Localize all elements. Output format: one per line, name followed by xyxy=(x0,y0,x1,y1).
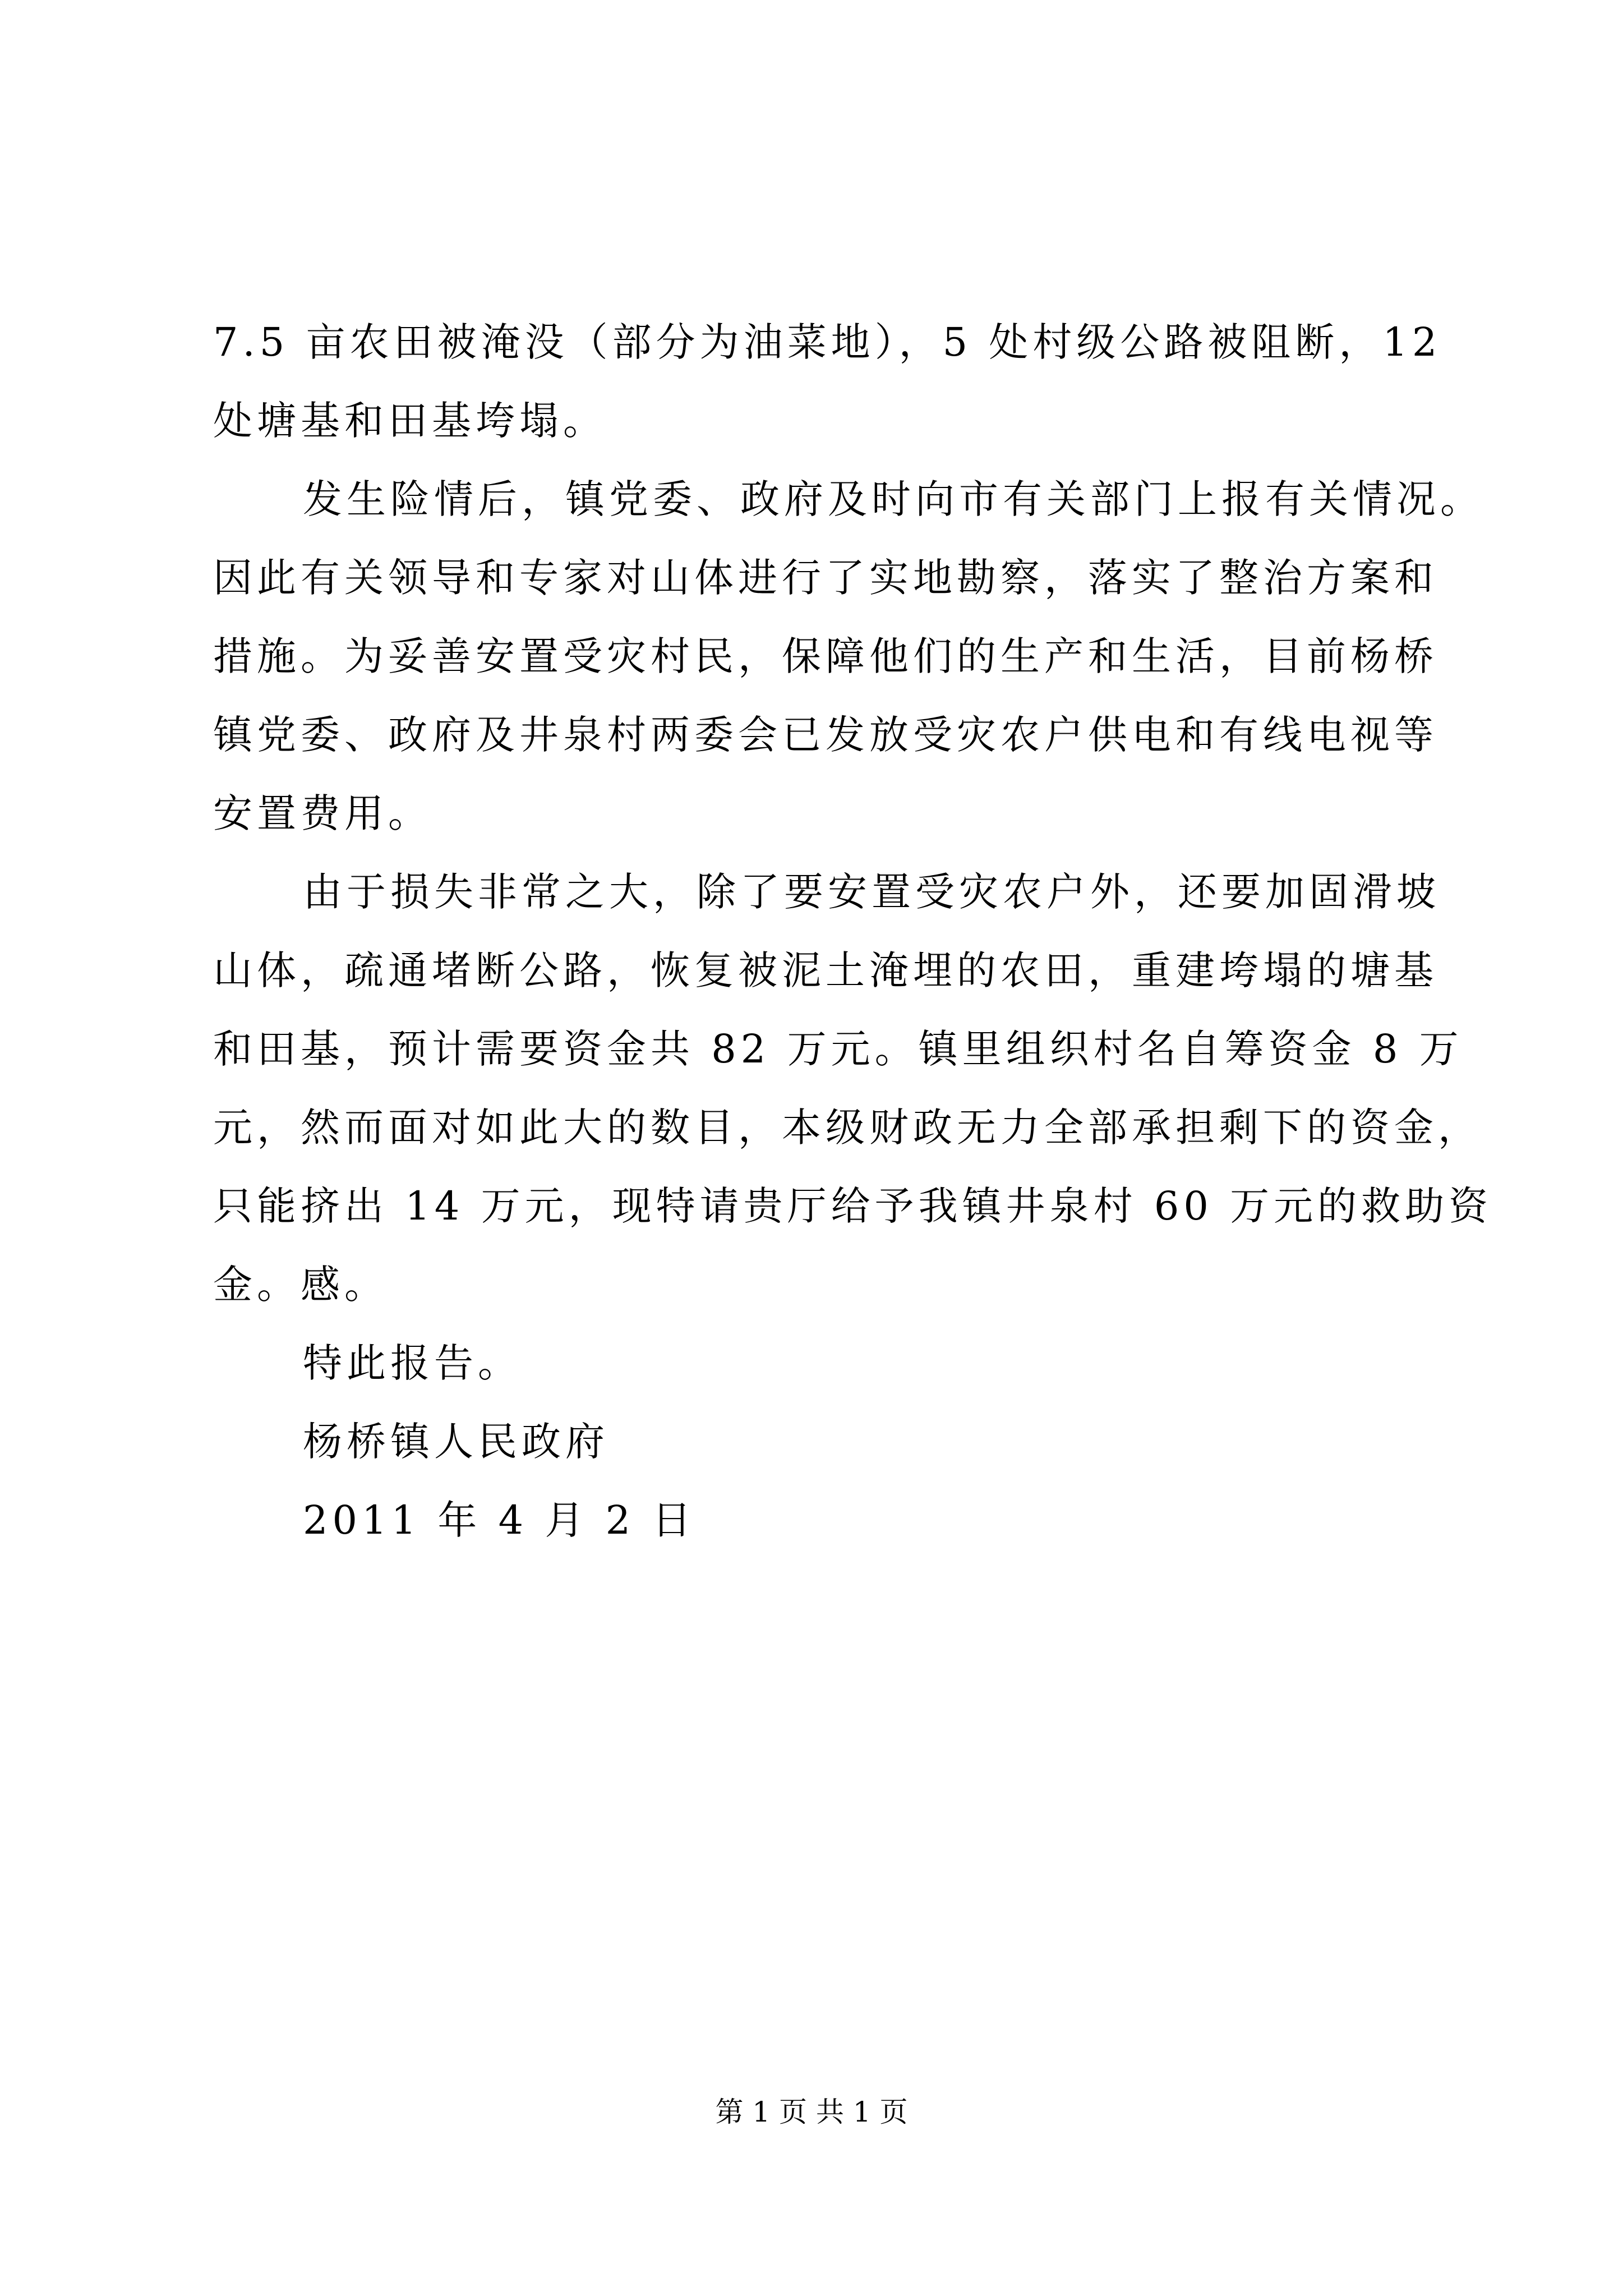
document-body xyxy=(213,303,1493,1559)
signature-date: 2011 年 4 月 2 日 xyxy=(303,1497,696,1543)
text-line: 金。感。 xyxy=(213,1262,388,1308)
text-line: 处塘基和田基垮塌。 xyxy=(213,398,607,444)
signature-organization: 杨桥镇人民政府 xyxy=(303,1419,609,1465)
text-line: 镇党委、政府及井泉村两委会已发放受灾农户供电和有线电视等 xyxy=(213,712,1438,758)
text-line: 安置费用。 xyxy=(213,790,432,836)
page-number-footer: 第 1 页 共 1 页 xyxy=(715,2096,908,2128)
text-line: 7.5 亩农田被淹没（部分为油菜地），5 处村级公路被阻断，12 xyxy=(213,319,1442,365)
paragraph-first-line: 发生险情后，镇党委、政府及时向市有关部门上报有关情况。 xyxy=(303,476,1484,522)
text-line: 措施。为妥善安置受灾村民，保障他们的生产和生活，目前杨桥 xyxy=(213,633,1438,679)
text-line: 只能挤出 14 万元，现特请贵厅给予我镇井泉村 60 万元的救助资 xyxy=(213,1183,1493,1229)
closing-phrase: 特此报告。 xyxy=(303,1340,522,1386)
text-line: 和田基，预计需要资金共 82 万元。镇里组织村名自筹资金 8 万 xyxy=(213,1026,1463,1072)
text-line: 山体，疏通堵断公路，恢复被泥土淹埋的农田，重建垮塌的塘基 xyxy=(213,947,1438,993)
text-line: 元，然而面对如此大的数目，本级财政无力全部承担剩下的资金， xyxy=(213,1105,1482,1151)
paragraph-first-line: 由于损失非常之大，除了要安置受灾农户外，还要加固滑坡 xyxy=(303,869,1440,915)
text-line: 因此有关领导和专家对山体进行了实地勘察，落实了整治方案和 xyxy=(213,555,1438,601)
